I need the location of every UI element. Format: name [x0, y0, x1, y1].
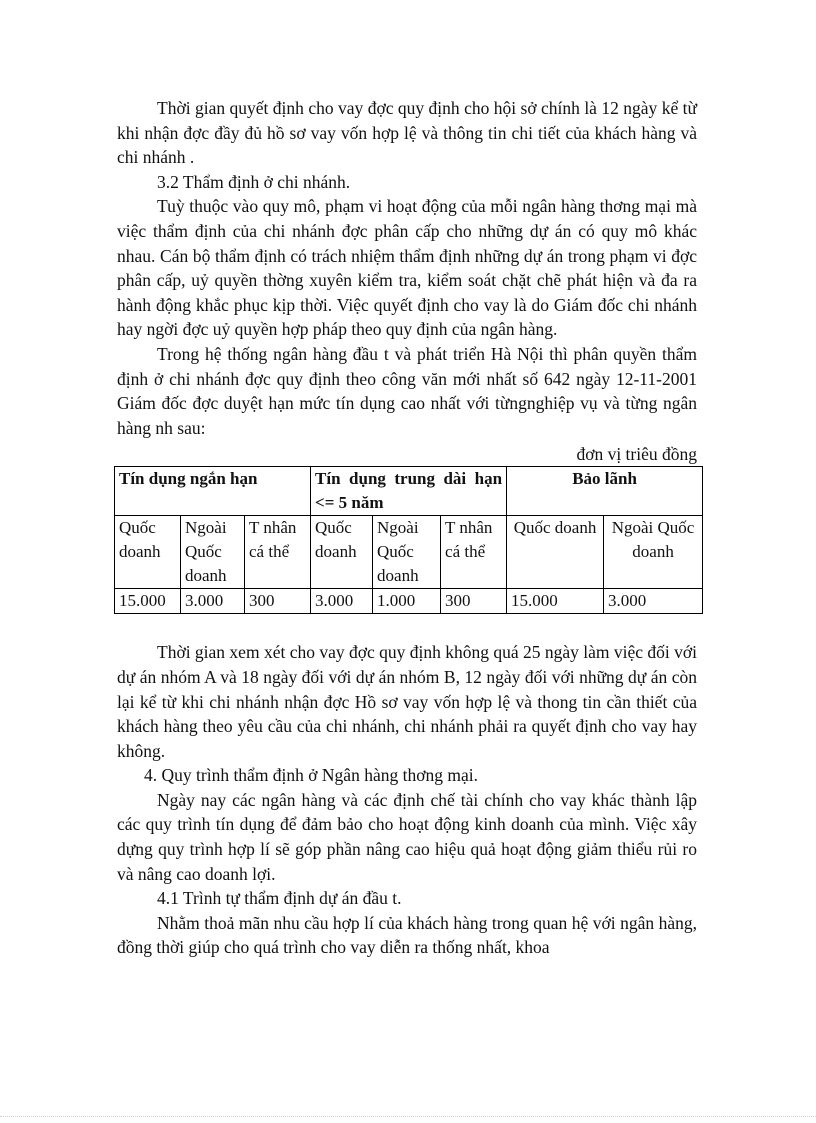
- paragraph-hanoi-bidv: Trong hệ thống ngân hàng đầu t và phát triển Hà Nội thì phân quyền thẩm định ở chi nhánh đợc quy định theo công văn mới nhất số 642 ngày 12-11-2001 Giám đốc đợc duyệt hạn mức tín dụng cao nhất với từngnghiệp vụ và từng ngân hàng nh sau:: [117, 343, 697, 438]
- table-value-cell: 15.000: [115, 589, 181, 614]
- table-value-cell: 15.000: [507, 589, 604, 614]
- group-header-short-term: Tín dụng ngắn hạn: [115, 467, 311, 516]
- document-content: [117, 96, 697, 960]
- table-group-header-row: [115, 467, 703, 516]
- paragraph-branch-appraisal: Tuỳ thuộc vào quy mô, phạm vi hoạt động của mỗi ngân hàng thơng mại mà việc thẩm định của chi nhánh đợc phân cấp cho những dự án có quy mô khác nhau. Cán bộ thẩm định có trách nhiệm thẩm định những dự án trong phạm vi đợc phân cấp, uỷ quyền thờng xuyên kiểm tra, kiểm soát chặt chẽ phát hiện và đa ra hành động khắc phục kịp thời. Việc quyết định cho vay là do Giám đốc chi nhánh hay ngời đợc uỷ quyền hợp pháp theo quy định của ngân hàng.: [117, 196, 697, 340]
- table-value-cell: 3.000: [181, 589, 245, 614]
- paragraph-review-time: Thời gian xem xét cho vay đợc quy định không quá 25 ngày làm việc đối với dự án nhóm A và 18 ngày đối với dự án nhóm B, 12 ngày đối với những dự án còn lại kể từ khi chi nhánh nhận đợc Hồ sơ vay vốn hợp lệ và thong tin cần thiết của khách hàng theo yêu cầu của chi nhánh, chi nhánh phải ra quyết định cho vay hay không.: [117, 642, 698, 761]
- paragraph-decision-time: Thời gian quyết định cho vay đợc quy định cho hội sở chính là 12 ngày kể từ khi nhận đợc đầy đủ hồ sơ vay vốn hợp lệ và thông tin chi tiết của khách hàng và chi nhánh .: [117, 98, 697, 168]
- page-bottom-divider: [0, 1116, 816, 1117]
- section-heading-3-2: 3.2 Thẩm định ở chi nhánh.: [157, 171, 351, 192]
- group-header-medium-long-term: Tín dụng trung dài hạn <= 5 năm: [311, 467, 507, 516]
- table-row: [115, 589, 703, 614]
- table-value-cell: 1.000: [373, 589, 441, 614]
- sub-header-cell: Quốc doanh: [507, 516, 604, 589]
- sub-header-cell: Ngoài Quốc doanh: [604, 516, 703, 589]
- paragraph-customer-needs: Nhằm thoả mãn nhu cầu hợp lí của khách hàng trong quan hệ với ngân hàng, đồng thời giúp cho quá trình cho vay diễn ra thống nhất, khoa: [117, 912, 697, 958]
- sub-header-cell: Quốc doanh: [115, 516, 181, 589]
- paragraph-credit-process: Ngày nay các ngân hàng và các định chế tài chính cho vay khác thành lập các quy trình tín dụng để đảm bảo cho hoạt động kinh doanh của mình. Việc xây dựng quy trình hợp lí sẽ góp phần nâng cao hiệu quả hoạt động giảm thiểu rủi ro và nâng cao doanh lợi.: [117, 789, 697, 884]
- table-sub-header-row: [115, 516, 703, 589]
- sub-header-cell: Ngoài Quốc doanh: [373, 516, 441, 589]
- sub-header-cell: Quốc doanh: [311, 516, 373, 589]
- sub-header-cell: T nhân cá thể: [245, 516, 311, 589]
- unit-label: đơn vị triêu đồng: [576, 444, 697, 465]
- table-value-cell: 300: [245, 589, 311, 614]
- sub-header-cell: Ngoài Quốc doanh: [181, 516, 245, 589]
- table-value-cell: 3.000: [604, 589, 703, 614]
- section-heading-4-1: 4.1 Trình tự thẩm định dự án đầu t.: [157, 888, 402, 909]
- group-header-guarantee: Bảo lãnh: [507, 467, 703, 516]
- credit-limit-table: [114, 466, 703, 614]
- section-heading-4: 4. Quy trình thẩm định ở Ngân hàng thơng mại.: [144, 765, 478, 786]
- table-value-cell: 3.000: [311, 589, 373, 614]
- table-value-cell: 300: [441, 589, 507, 614]
- sub-header-cell: T nhân cá thể: [441, 516, 507, 589]
